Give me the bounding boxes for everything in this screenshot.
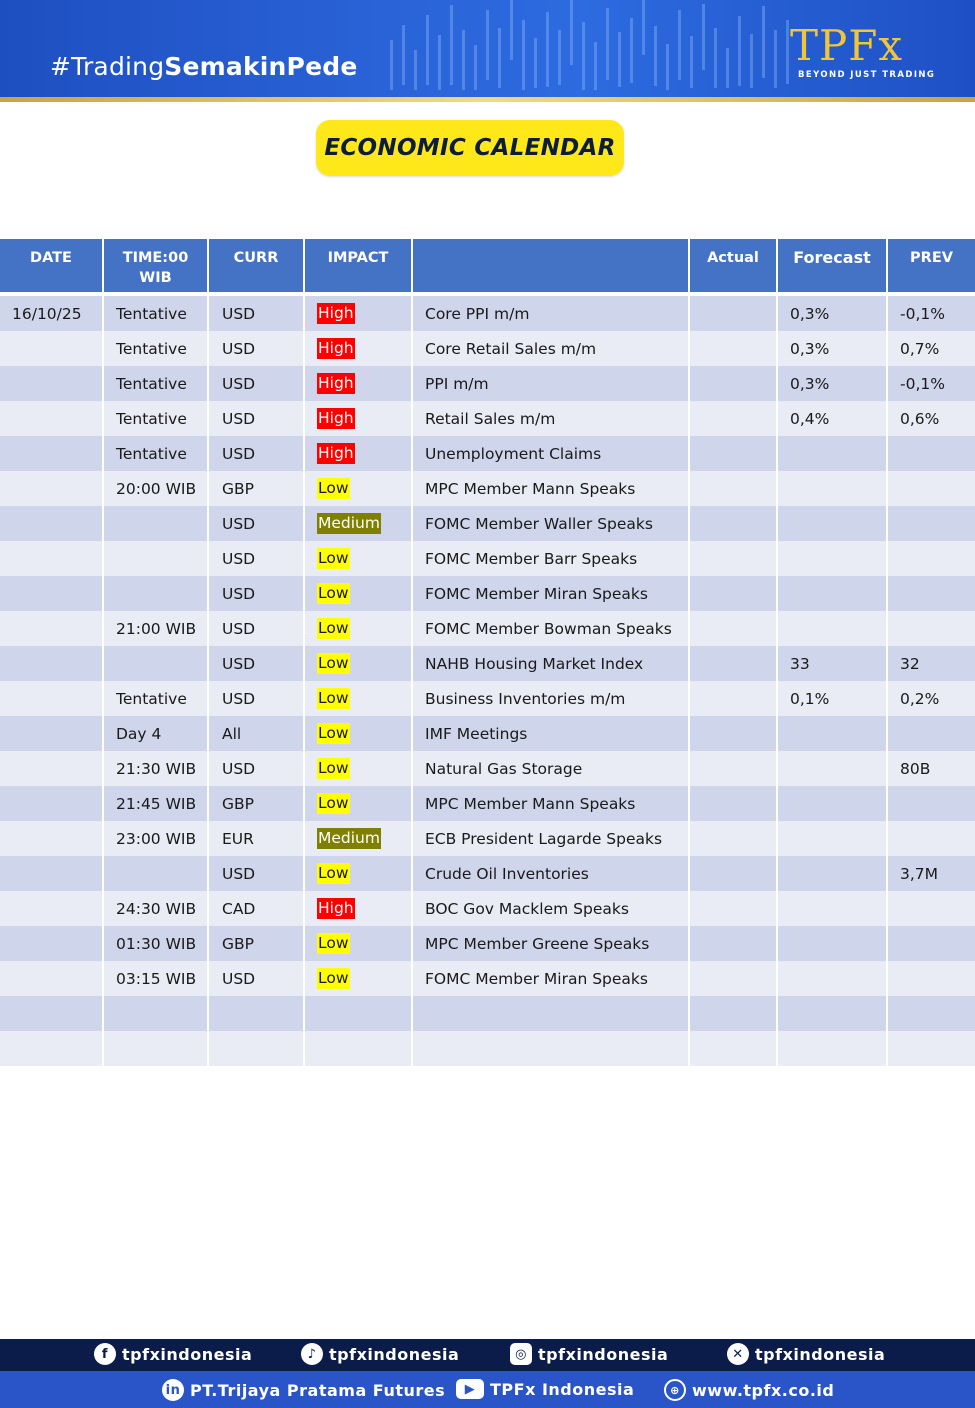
cell-prev: -0,1%: [888, 366, 975, 401]
cell-impact: [305, 1031, 413, 1066]
cell-impact: [305, 716, 413, 751]
cell-event: Unemployment Claims: [413, 436, 690, 471]
cell-date: [0, 856, 104, 891]
cell-currency: GBP: [209, 926, 305, 961]
table-row: [0, 821, 975, 856]
footer-website[interactable]: [664, 1379, 834, 1401]
table-row: [0, 856, 975, 891]
cell-date: [0, 541, 104, 576]
cell-impact: [305, 401, 413, 436]
cell-prev: [888, 1031, 975, 1066]
cell-forecast: [778, 541, 888, 576]
cell-prev: [888, 541, 975, 576]
cell-currency: CAD: [209, 891, 305, 926]
table-row: [0, 366, 975, 401]
hashtag-bold: SemakinPede: [164, 52, 358, 81]
cell-currency: [209, 996, 305, 1031]
cell-event: NAHB Housing Market Index: [413, 646, 690, 681]
youtube-icon: ▶: [456, 1379, 484, 1399]
cell-actual: [690, 541, 778, 576]
cell-date: [0, 401, 104, 436]
cell-forecast: [778, 436, 888, 471]
cell-currency: USD: [209, 681, 305, 716]
footer-contact-bar: [0, 1371, 975, 1408]
cell-currency: EUR: [209, 821, 305, 856]
cell-impact: [305, 611, 413, 646]
impact-badge: Medium: [318, 514, 380, 532]
cell-date: [0, 891, 104, 926]
cell-actual: [690, 471, 778, 506]
impact-badge: Low: [318, 969, 349, 987]
tiktok-handle: tpfxindonesia: [329, 1344, 460, 1364]
table-row: [0, 926, 975, 961]
cell-forecast: [778, 996, 888, 1031]
cell-event: [413, 996, 690, 1031]
cell-time: Tentative: [104, 296, 209, 331]
cell-event: MPC Member Mann Speaks: [413, 471, 690, 506]
cell-forecast: [778, 506, 888, 541]
cell-time: 03:15 WIB: [104, 961, 209, 996]
cell-forecast: 33: [778, 646, 888, 681]
impact-badge: High: [318, 304, 354, 322]
website-url: www.tpfx.co.id: [692, 1380, 835, 1400]
cell-impact: [305, 961, 413, 996]
facebook-icon: f: [94, 1343, 116, 1365]
cell-time: 24:30 WIB: [104, 891, 209, 926]
cell-date: [0, 436, 104, 471]
cell-impact: [305, 506, 413, 541]
impact-badge: High: [318, 899, 354, 917]
header-prev: PREV: [888, 239, 975, 292]
chart-graphic-decoration: [380, 0, 800, 97]
cell-actual: [690, 926, 778, 961]
cell-forecast: [778, 471, 888, 506]
cell-currency: USD: [209, 646, 305, 681]
cell-date: [0, 716, 104, 751]
cell-date: [0, 681, 104, 716]
impact-badge: High: [318, 374, 354, 392]
table-row: [0, 751, 975, 786]
cell-time: 20:00 WIB: [104, 471, 209, 506]
cell-prev: [888, 716, 975, 751]
cell-time: 01:30 WIB: [104, 926, 209, 961]
cell-actual: [690, 1031, 778, 1066]
cell-actual: [690, 786, 778, 821]
cell-actual: [690, 856, 778, 891]
impact-badge: Low: [318, 724, 349, 742]
instagram-icon: ◎: [510, 1343, 532, 1365]
footer-facebook[interactable]: [94, 1343, 252, 1365]
footer-linkedin[interactable]: [162, 1379, 445, 1401]
cell-time: [104, 996, 209, 1031]
cell-event: FOMC Member Bowman Speaks: [413, 611, 690, 646]
logo-tagline: BEYOND JUST TRADING: [798, 70, 936, 80]
cell-time: Tentative: [104, 436, 209, 471]
table-row: [0, 401, 975, 436]
cell-forecast: [778, 926, 888, 961]
table-row: [0, 716, 975, 751]
cell-event: MPC Member Mann Speaks: [413, 786, 690, 821]
impact-badge: High: [318, 409, 354, 427]
cell-event: BOC Gov Macklem Speaks: [413, 891, 690, 926]
cell-currency: USD: [209, 541, 305, 576]
tpfx-logo: [790, 21, 940, 84]
cell-time: [104, 1031, 209, 1066]
cell-prev: [888, 821, 975, 856]
cell-actual: [690, 506, 778, 541]
impact-badge: High: [318, 339, 354, 357]
cell-currency: USD: [209, 436, 305, 471]
table-row: [0, 786, 975, 821]
cell-event: IMF Meetings: [413, 716, 690, 751]
table-row: [0, 891, 975, 926]
cell-time: [104, 506, 209, 541]
cell-forecast: [778, 821, 888, 856]
cell-date: [0, 821, 104, 856]
cell-prev: 80B: [888, 751, 975, 786]
cell-prev: 3,7M: [888, 856, 975, 891]
cell-impact: [305, 786, 413, 821]
cell-event: [413, 1031, 690, 1066]
cell-currency: All: [209, 716, 305, 751]
cell-actual: [690, 751, 778, 786]
cell-date: [0, 506, 104, 541]
cell-forecast: 0,3%: [778, 331, 888, 366]
cell-event: PPI m/m: [413, 366, 690, 401]
cell-impact: [305, 436, 413, 471]
table-body: [0, 292, 975, 1066]
linkedin-icon: in: [162, 1379, 184, 1401]
cell-impact: [305, 681, 413, 716]
cell-time: 21:30 WIB: [104, 751, 209, 786]
cell-prev: 32: [888, 646, 975, 681]
cell-forecast: [778, 786, 888, 821]
cell-date: 16/10/25: [0, 296, 104, 331]
cell-time: Tentative: [104, 366, 209, 401]
table-row: [0, 1031, 975, 1066]
cell-impact: [305, 471, 413, 506]
cell-prev: [888, 506, 975, 541]
impact-badge: Low: [318, 654, 349, 672]
cell-time: [104, 576, 209, 611]
impact-badge: Low: [318, 549, 349, 567]
cell-time: [104, 541, 209, 576]
table-row: [0, 436, 975, 471]
header-impact: IMPACT: [305, 239, 413, 292]
economic-calendar-table: [0, 239, 975, 1066]
header-forecast: Forecast: [778, 239, 888, 292]
hashtag-prefix: #Trading: [50, 52, 165, 81]
cell-currency: USD: [209, 366, 305, 401]
footer-tiktok[interactable]: [301, 1343, 459, 1365]
cell-currency: USD: [209, 296, 305, 331]
cell-event: Business Inventories m/m: [413, 681, 690, 716]
table-row: [0, 331, 975, 366]
header-time-line1: TIME:00: [122, 250, 189, 266]
cell-currency: USD: [209, 576, 305, 611]
cell-forecast: [778, 856, 888, 891]
cell-date: [0, 471, 104, 506]
cell-forecast: 0,4%: [778, 401, 888, 436]
page-title: ECONOMIC CALENDAR: [324, 135, 616, 161]
cell-forecast: [778, 961, 888, 996]
tiktok-icon: ♪: [301, 1343, 323, 1365]
cell-prev: 0,6%: [888, 401, 975, 436]
cell-date: [0, 926, 104, 961]
cell-date: [0, 1031, 104, 1066]
cell-forecast: 0,3%: [778, 366, 888, 401]
cell-time: Day 4: [104, 716, 209, 751]
cell-impact: [305, 541, 413, 576]
footer-instagram[interactable]: [510, 1343, 668, 1365]
impact-badge: Low: [318, 759, 349, 777]
cell-event: ECB President Lagarde Speaks: [413, 821, 690, 856]
cell-time: 23:00 WIB: [104, 821, 209, 856]
cell-time: 21:00 WIB: [104, 611, 209, 646]
table-row: [0, 646, 975, 681]
cell-actual: [690, 366, 778, 401]
cell-impact: [305, 331, 413, 366]
table-row: [0, 996, 975, 1031]
table-row: [0, 506, 975, 541]
impact-badge: High: [318, 444, 354, 462]
impact-badge: Low: [318, 934, 349, 952]
header-banner: [0, 0, 975, 97]
cell-date: [0, 961, 104, 996]
impact-badge: Low: [318, 689, 349, 707]
cell-impact: [305, 576, 413, 611]
cell-time: 21:45 WIB: [104, 786, 209, 821]
globe-icon: ⊕: [664, 1379, 686, 1401]
cell-event: FOMC Member Waller Speaks: [413, 506, 690, 541]
cell-forecast: [778, 716, 888, 751]
cell-time: Tentative: [104, 401, 209, 436]
cell-date: [0, 576, 104, 611]
impact-badge: Low: [318, 584, 349, 602]
cell-prev: [888, 926, 975, 961]
table-row: [0, 576, 975, 611]
cell-actual: [690, 331, 778, 366]
cell-time: Tentative: [104, 681, 209, 716]
cell-prev: [888, 961, 975, 996]
cell-impact: [305, 296, 413, 331]
cell-forecast: [778, 891, 888, 926]
impact-badge: Medium: [318, 829, 380, 847]
cell-time: [104, 646, 209, 681]
cell-time: Tentative: [104, 331, 209, 366]
cell-currency: USD: [209, 611, 305, 646]
x-icon: ✕: [727, 1343, 749, 1365]
cell-actual: [690, 646, 778, 681]
table-row: [0, 296, 975, 331]
instagram-handle: tpfxindonesia: [538, 1344, 669, 1364]
youtube-name: TPFx Indonesia: [490, 1379, 635, 1399]
table-row: [0, 681, 975, 716]
linkedin-name: PT.Trijaya Pratama Futures: [190, 1380, 446, 1400]
cell-actual: [690, 611, 778, 646]
title-badge: [316, 120, 624, 176]
footer-social-bar: [0, 1339, 975, 1371]
cell-event: FOMC Member Miran Speaks: [413, 576, 690, 611]
cell-currency: GBP: [209, 786, 305, 821]
table-row: [0, 611, 975, 646]
cell-event: Crude Oil Inventories: [413, 856, 690, 891]
cell-forecast: 0,3%: [778, 296, 888, 331]
cell-event: Retail Sales m/m: [413, 401, 690, 436]
cell-impact: [305, 891, 413, 926]
cell-impact: [305, 926, 413, 961]
cell-currency: GBP: [209, 471, 305, 506]
cell-actual: [690, 821, 778, 856]
impact-badge: Low: [318, 619, 349, 637]
cell-prev: [888, 436, 975, 471]
cell-actual: [690, 401, 778, 436]
logo-text: TPFx: [790, 21, 904, 70]
cell-currency: USD: [209, 751, 305, 786]
cell-event: FOMC Member Miran Speaks: [413, 961, 690, 996]
cell-forecast: 0,1%: [778, 681, 888, 716]
cell-prev: [888, 996, 975, 1031]
cell-prev: [888, 891, 975, 926]
cell-event: Natural Gas Storage: [413, 751, 690, 786]
cell-prev: 0,7%: [888, 331, 975, 366]
cell-actual: [690, 961, 778, 996]
cell-event: Core PPI m/m: [413, 296, 690, 331]
cell-prev: [888, 471, 975, 506]
header-time-line2: WIB: [139, 270, 172, 286]
cell-prev: [888, 611, 975, 646]
table-row: [0, 471, 975, 506]
cell-impact: [305, 751, 413, 786]
impact-badge: Low: [318, 794, 349, 812]
cell-forecast: [778, 576, 888, 611]
cell-date: [0, 751, 104, 786]
cell-prev: [888, 786, 975, 821]
cell-impact: [305, 821, 413, 856]
header-event: [413, 239, 690, 292]
table-header-row: [0, 239, 975, 292]
cell-currency: USD: [209, 401, 305, 436]
cell-impact: [305, 646, 413, 681]
cell-prev: -0,1%: [888, 296, 975, 331]
cell-currency: USD: [209, 331, 305, 366]
cell-forecast: [778, 751, 888, 786]
cell-prev: [888, 576, 975, 611]
cell-currency: USD: [209, 961, 305, 996]
cell-time: [104, 856, 209, 891]
header-date: DATE: [0, 239, 104, 292]
impact-badge: Low: [318, 479, 349, 497]
cell-event: MPC Member Greene Speaks: [413, 926, 690, 961]
footer-youtube[interactable]: [456, 1379, 634, 1399]
table-row: [0, 541, 975, 576]
cell-date: [0, 646, 104, 681]
header-curr: CURR: [209, 239, 305, 292]
cell-actual: [690, 891, 778, 926]
cell-impact: [305, 996, 413, 1031]
cell-date: [0, 611, 104, 646]
cell-actual: [690, 576, 778, 611]
cell-date: [0, 996, 104, 1031]
cell-actual: [690, 996, 778, 1031]
cell-actual: [690, 681, 778, 716]
cell-prev: 0,2%: [888, 681, 975, 716]
cell-currency: USD: [209, 856, 305, 891]
cell-currency: USD: [209, 506, 305, 541]
cell-currency: [209, 1031, 305, 1066]
x-handle: tpfxindonesia: [755, 1344, 886, 1364]
cell-impact: [305, 856, 413, 891]
cell-forecast: [778, 611, 888, 646]
cell-impact: [305, 366, 413, 401]
table-row: [0, 961, 975, 996]
cell-event: FOMC Member Barr Speaks: [413, 541, 690, 576]
cell-actual: [690, 296, 778, 331]
cell-forecast: [778, 1031, 888, 1066]
facebook-handle: tpfxindonesia: [122, 1344, 253, 1364]
footer-x[interactable]: [727, 1343, 885, 1365]
header-time: [104, 239, 209, 292]
cell-event: Core Retail Sales m/m: [413, 331, 690, 366]
hashtag-slogan: [50, 52, 358, 81]
cell-date: [0, 366, 104, 401]
impact-badge: Low: [318, 864, 349, 882]
cell-date: [0, 331, 104, 366]
header-actual: Actual: [690, 239, 778, 292]
cell-date: [0, 786, 104, 821]
banner-gold-stripe: [0, 97, 975, 102]
cell-actual: [690, 716, 778, 751]
cell-actual: [690, 436, 778, 471]
